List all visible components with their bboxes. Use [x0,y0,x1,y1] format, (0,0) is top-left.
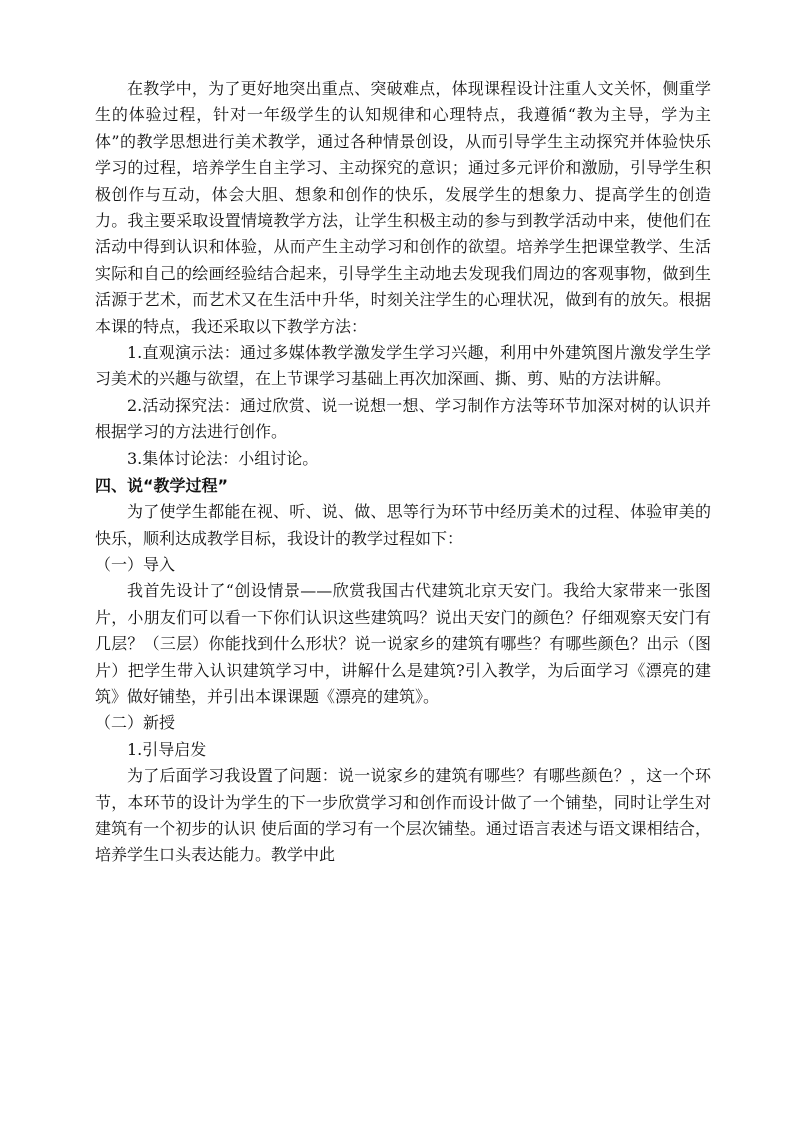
paragraph-method-2: 2.活动探究法：通过欣赏、说一说想一想、学习制作方法等环节加深对树的认识并根据学习的方法进行创作。 [95,395,711,442]
paragraph-method-3: 3.集体讨论法：小组讨论。 [127,448,319,468]
subsection-item-guide: 1.引导启发 [127,739,207,759]
document-body [95,76,711,869]
section-heading: 四、说“教学过程” [95,476,229,496]
paragraph-teaching-approach: 在教学中，为了更好地突出重点、突破难点，体现课程设计注重人文关怀，侧重学生的体验过程，针对一年级学生的认知规律和心理特点，我遵循“教为主导，学为主体”的教学思想进行美术教学，通过各种情景创设，从而引导学生主动探究并体验快乐学习的过程，培养学生自主学习、主动探究的意识；通过多元评价和激励，引导学生积极创作与互动，体会大胆、想象和创作的快乐，发展学生的想象力、提高学生的创造力。我主要采取设置情境教学方法，让学生积极主动的参与到教学活动中来，使他们在活动中得到认识和体验，从而产生主动学习和创作的欲望。培养学生把课堂教学、生活实际和自己的绘画经验结合起来，引导学生主动地去发现我们周边的客观事物，做到生活源于艺术，而艺术又在生活中升华，时刻关注学生的心理状况，做到有的放矢。根据本课的特点，我还采取以下教学方法： [95,79,711,336]
section-intro: 为了使学生都能在视、听、说、做、思等行为环节中经历美术的过程、体验审美的快乐，顺利达成教学目标，我设计的教学过程如下： [95,502,711,548]
subsection-heading-intro: （一）导入 [95,554,176,574]
subsection-new-text: 为了后面学习我设置了问题：说一说家乡的建筑有哪些？有哪些颜色？，这一个环节，本环节的设计为学生的下一步欣赏学习和创作而设计做了一个铺垫，同时让学生对建筑有一个初步的认识 使后面的学习有一个层次铺垫。通过语言表述与语文课相结合，培养学生口头表达能力。教学中此 [95,766,711,865]
paragraph-method-1: 1.直观演示法：通过多媒体教学激发学生学习兴趣，利用中外建筑图片激发学生学习美术的兴趣与欲望，在上节课学习基础上再次加深画、撕、剪、贴的方法讲解。 [95,343,711,389]
subsection-heading-new: （二）新授 [95,713,176,733]
subsection-intro-text: 我首先设计了“创设情景——欣赏我国古代建筑北京天安门。我给大家带来一张图片，小朋友们可以看一下你们认识这些建筑吗？说出天安门的颜色？仔细观察天安门有几层？（三层）你能找到什么形状？说一说家乡的建筑有哪些？有哪些颜色？出示（图片）把学生带入认识建筑学习中，讲解什么是建筑?引入教学，为后面学习《漂亮的建筑》做好铺垫，并引出本课课题《漂亮的建筑》。 [95,581,711,706]
